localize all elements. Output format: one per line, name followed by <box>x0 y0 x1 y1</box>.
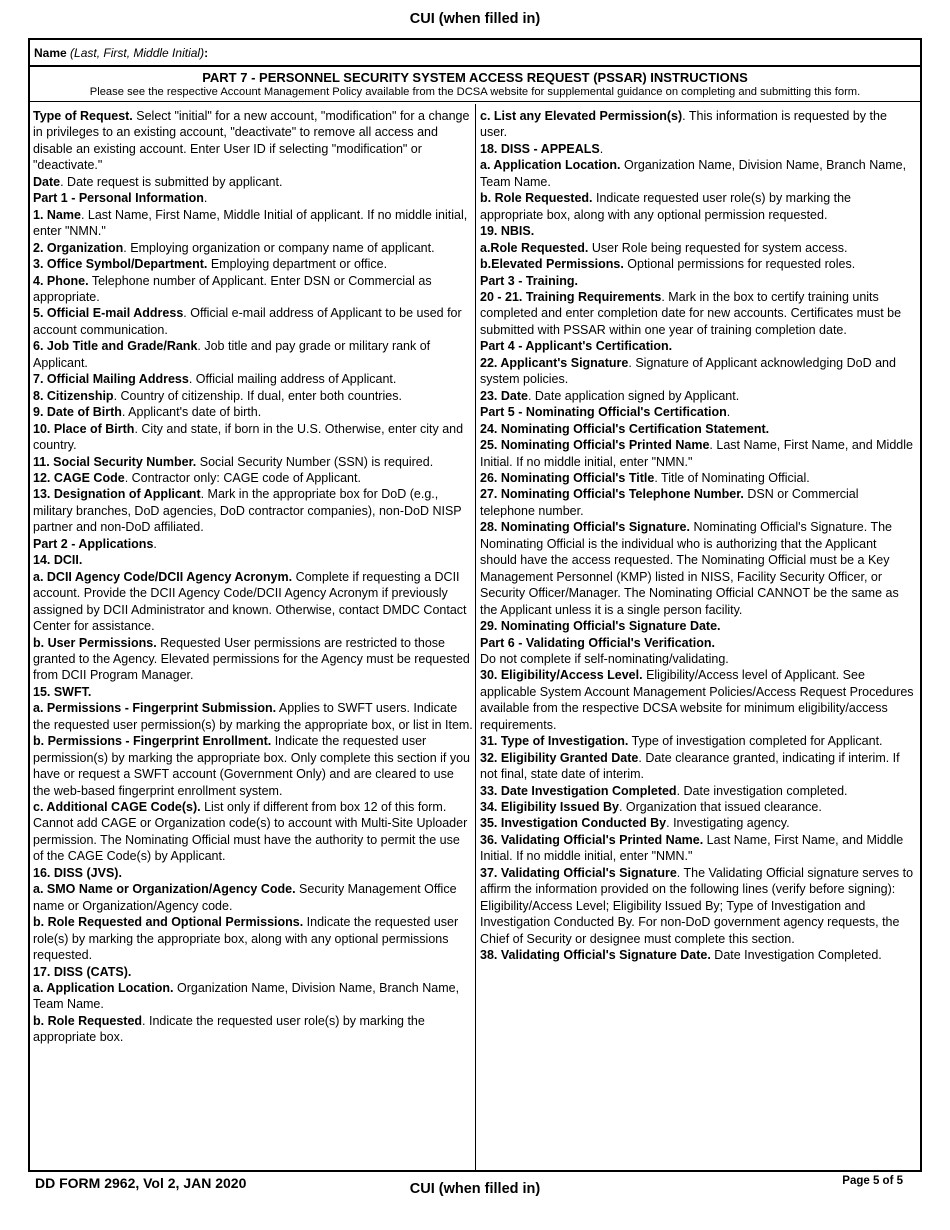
instruction-text: List only if different from box 12 of this form. Cannot add CAGE or Organization code(s) to account with Multi-Site Uploader permission. The Nominating Official must have the authority to permit the use of the CAGE Code(s) by Applicant. <box>33 800 468 864</box>
instruction-text: Organization Name, Division Name, Branch Name, Team Name. <box>33 981 460 1012</box>
instruction-heading: a. Application Location. <box>480 158 621 173</box>
instruction-text: . Employing organization or company name of applicant. <box>123 240 435 255</box>
right-instruction-column <box>476 104 920 1170</box>
left-instruction-column <box>30 104 476 1170</box>
instruction-item <box>480 338 916 354</box>
instruction-item <box>33 240 473 256</box>
instruction-heading: a. DCII Agency Code/DCII Agency Acronym. <box>33 569 293 584</box>
instruction-item <box>480 519 916 618</box>
instruction-heading: c. Additional CAGE Code(s). <box>33 800 201 815</box>
instruction-heading: 34. Eligibility Issued By <box>480 800 619 815</box>
instruction-item <box>33 552 473 568</box>
instruction-heading: 18. DISS - APPEALS <box>480 141 600 156</box>
instruction-heading: 32. Eligibility Granted Date <box>480 750 639 765</box>
instruction-heading: 7. Official Mailing Address <box>33 372 189 387</box>
name-colon: : <box>204 46 209 60</box>
instruction-text: User Role being requested for system access. <box>588 240 848 255</box>
instruction-text: Eligibility/Access level of Applicant. See applicable System Account Management Policies/Access Request Procedures available from the respective DCSA website for minimum eligibility/access requirements. <box>480 668 914 732</box>
instruction-item <box>33 536 473 552</box>
instruction-text: . Date application signed by Applicant. <box>527 388 740 403</box>
instruction-text: Date Investigation Completed. <box>710 948 882 963</box>
instruction-heading: 35. Investigation Conducted By <box>480 816 667 831</box>
instruction-heading: 12. CAGE Code <box>33 470 125 485</box>
instruction-heading: b. User Permissions. <box>33 635 157 650</box>
instruction-heading: c. List any Elevated Permission(s) <box>480 109 683 123</box>
instruction-text: . <box>203 191 208 206</box>
instruction-text: . Indicate the requested user role(s) by marking the appropriate box. <box>33 1013 425 1045</box>
instruction-item <box>480 437 916 470</box>
instruction-item <box>33 733 473 799</box>
instruction-text: Do not complete if self-nominating/validating. <box>480 651 729 666</box>
instruction-text: . Organization that issued clearance. <box>618 800 822 815</box>
instruction-heading: Part 5 - Nominating Official's Certification <box>480 405 727 420</box>
instruction-text: Indicate requested user role(s) by marking the appropriate box, along with any optional permission requested. <box>480 191 851 222</box>
instruction-text: . This information is requested by the user. <box>480 109 887 140</box>
instruction-text: . Official mailing address of Applicant. <box>188 372 397 387</box>
instruction-heading: 16. DISS (JVS). <box>33 865 122 880</box>
instruction-text: . Date request is submitted by applicant. <box>60 174 283 189</box>
instruction-text: Complete if requesting a DCII account. Provide the DCII Agency Code/DCII Agency Acronym if previously assigned by DCII Administrator and known. Otherwise, contact DMDC Contact Center for assistance. <box>33 569 467 634</box>
instruction-item <box>33 1013 473 1046</box>
section-title: PART 7 - PERSONNEL SECURITY SYSTEM ACCESS REQUEST (PSSAR) INSTRUCTIONS <box>202 70 748 85</box>
instruction-text: Nominating Official's Signature. The Nominating Official is the individual who is authorizing that the Applicant should have the access requested. The Nominating Official must be a Key Management Personnel (KMP) listed in NISS, Facility Security Officer, or Security Officer/Manager. The Nominating Official CANNOT be the same as the Applicant unless it is a single person facility. <box>480 520 899 617</box>
instruction-heading: a.Role Requested. <box>480 240 589 255</box>
instruction-item <box>33 273 473 306</box>
instruction-text: . Job title and pay grade or military rank of Applicant. <box>33 339 431 370</box>
instruction-item <box>480 108 916 141</box>
cui-marking-bottom: CUI (when filled in) <box>409 1181 541 1197</box>
instruction-columns <box>30 104 920 1170</box>
instruction-item <box>480 651 916 667</box>
page-number: Page 5 of 5 <box>842 1175 903 1187</box>
instruction-heading: a. Permissions - Fingerprint Submission. <box>33 701 277 716</box>
instruction-item <box>480 865 916 947</box>
instruction-heading: 33. Date Investigation Completed <box>480 783 677 798</box>
instruction-item <box>33 914 473 963</box>
instruction-item <box>480 404 916 420</box>
instruction-item <box>480 157 916 190</box>
instruction-heading: Part 2 - Applications <box>33 536 154 551</box>
instruction-text: . Mark in the appropriate box for DoD (e.g., military branches, DoD agencies, DoD contractor companies), non-DoD NISP partner and non-DoD affiliated. <box>33 487 462 535</box>
instruction-item <box>33 486 473 535</box>
instruction-heading: b. Permissions - Fingerprint Enrollment. <box>33 734 272 749</box>
instruction-item <box>480 190 916 223</box>
instruction-text: Select "initial" for a new account, "modification" for a change in privileges to an existing account, "deactivate" to remove all access and disable an existing account. Enter User ID if selecting "modification" or "deactivate." <box>33 109 470 173</box>
instruction-heading: Part 6 - Validating Official's Verification. <box>480 635 715 650</box>
instruction-item <box>480 141 916 157</box>
instruction-text: . Date clearance granted, indicating if interim. If not final, state date of interim. <box>480 750 900 782</box>
instruction-text: Security Management Office name or Organization/Agency code. <box>33 882 457 913</box>
instruction-text: . Applicant's date of birth. <box>121 405 262 420</box>
instruction-text: Indicate the requested user role(s) by marking the appropriate box, along with any optional permissions requested. <box>33 915 459 963</box>
instruction-item <box>480 355 916 388</box>
instruction-heading: 22. Applicant's Signature <box>480 355 629 370</box>
instruction-item <box>33 865 473 881</box>
name-field-row[interactable] <box>30 40 920 67</box>
instruction-heading: b. Role Requested <box>33 1013 143 1028</box>
instruction-item <box>480 470 916 486</box>
instruction-item <box>480 618 916 634</box>
instruction-item <box>33 305 473 338</box>
instruction-text: . Last Name, First Name, Middle Initial of applicant. If no middle initial, enter "NMN." <box>33 207 468 239</box>
instruction-text: . <box>726 405 731 420</box>
section-subtitle: Please see the respective Account Management Policy available from the DCSA website for supplemental guidance on completing and submitting this form. <box>89 86 861 98</box>
cui-marking-top: CUI (when filled in) <box>409 11 541 27</box>
instruction-heading: 14. DCII. <box>33 553 83 568</box>
instruction-item <box>33 421 473 454</box>
instruction-item <box>480 783 916 799</box>
instruction-item <box>33 470 473 486</box>
instruction-item <box>33 190 473 206</box>
instruction-text: Applies to SWFT users. Indicate the requested user permission(s) by marking the appropriate box, or list in Item. <box>33 701 473 732</box>
instruction-text: . Contractor only: CAGE code of Applicant. <box>124 470 361 485</box>
instruction-text: DSN or Commercial telephone number. <box>480 487 859 518</box>
instruction-heading: 6. Job Title and Grade/Rank <box>33 339 198 354</box>
instruction-text: Employing department or office. <box>207 257 388 272</box>
instruction-heading: 25. Nominating Official's Printed Name <box>480 438 710 453</box>
instruction-heading: 3. Office Symbol/Department. <box>33 257 208 272</box>
instruction-text: . Date investigation completed. <box>676 783 848 798</box>
instruction-heading: 8. Citizenship <box>33 388 114 403</box>
instruction-text: . City and state, if born in the U.S. Otherwise, enter city and country. <box>33 421 464 453</box>
instruction-heading: b. Role Requested and Optional Permissions. <box>33 915 304 930</box>
instruction-item <box>33 964 473 980</box>
instruction-text: Social Security Number (SSN) is required. <box>196 454 434 469</box>
instruction-item <box>33 881 473 914</box>
instruction-text: . Official e-mail address of Applicant to be used for account communication. <box>33 306 462 337</box>
instruction-heading: Part 4 - Applicant's Certification. <box>480 339 673 354</box>
instruction-heading: 31. Type of Investigation. <box>480 734 629 749</box>
instruction-heading: Part 1 - Personal Information <box>33 191 204 206</box>
section-header <box>30 67 920 102</box>
instruction-item <box>480 421 916 437</box>
instruction-item <box>480 388 916 404</box>
instruction-heading: Type of Request. <box>33 109 133 123</box>
instruction-heading: 2. Organization <box>33 240 124 255</box>
instruction-heading: a. Application Location. <box>33 981 174 996</box>
instruction-heading: 9. Date of Birth <box>33 405 122 420</box>
instruction-heading: 36. Validating Official's Printed Name. <box>480 832 704 847</box>
instruction-item <box>480 240 916 256</box>
name-hint: (Last, First, Middle Initial) <box>70 46 205 60</box>
instruction-heading: b. Role Requested. <box>480 191 593 206</box>
instruction-text: . Investigating agency. <box>666 816 790 831</box>
instruction-item <box>33 371 473 387</box>
instruction-item <box>480 635 916 651</box>
instruction-heading: 27. Nominating Official's Telephone Number. <box>480 487 744 502</box>
instruction-item <box>33 454 473 470</box>
instruction-item <box>480 799 916 815</box>
instruction-text: Optional permissions for requested roles. <box>623 257 856 272</box>
instruction-text: . Signature of Applicant acknowledging DoD and system policies. <box>480 355 896 387</box>
instruction-text: Requested User permissions are restricted to those granted to the Agency. Elevated permissions for the Agency must be requested from DCII Program Manager. <box>33 635 470 683</box>
instruction-item <box>33 207 473 240</box>
instruction-item <box>33 635 473 684</box>
instruction-heading: 11. Social Security Number. <box>33 454 197 469</box>
instruction-heading: 38. Validating Official's Signature Date. <box>480 948 711 963</box>
instruction-text: . Title of Nominating Official. <box>654 470 810 485</box>
instruction-heading: a. SMO Name or Organization/Agency Code. <box>33 882 296 897</box>
instruction-item <box>480 289 916 338</box>
instruction-heading: 37. Validating Official's Signature <box>480 865 677 880</box>
instruction-item <box>480 815 916 831</box>
instruction-item <box>480 947 916 963</box>
instruction-heading: 29. Nominating Official's Signature Date. <box>480 619 721 634</box>
instruction-heading: 1. Name <box>33 207 81 222</box>
instruction-heading: 13. Designation of Applicant <box>33 487 201 502</box>
instruction-item <box>480 733 916 749</box>
instruction-heading: 23. Date <box>480 388 528 403</box>
instruction-text: Telephone number of Applicant. Enter DSN or Commercial as appropriate. <box>33 273 432 304</box>
instruction-heading: 4. Phone. <box>33 273 89 288</box>
instruction-text: . Last Name, First Name, and Middle Initial. If no middle initial, enter "NMN." <box>480 438 913 469</box>
instruction-heading: 30. Eligibility/Access Level. <box>480 668 643 683</box>
instruction-heading: Part 3 - Training. <box>480 273 578 288</box>
instruction-heading: 17. DISS (CATS). <box>33 964 132 979</box>
instruction-heading: 28. Nominating Official's Signature. <box>480 520 690 535</box>
instruction-heading: 24. Nominating Official's Certification Statement. <box>480 421 770 436</box>
instruction-item <box>480 750 916 783</box>
instruction-text: Type of investigation completed for Applicant. <box>628 734 883 749</box>
instruction-item <box>33 174 473 190</box>
instruction-heading: 10. Place of Birth <box>33 421 135 436</box>
instruction-text: . Mark in the box to certify training units completed and enter completion date for new accounts. Certificates must be submitted with PSSAR within one year of training completion date. <box>480 289 902 337</box>
instruction-item <box>33 799 473 865</box>
instruction-heading: 20 - 21. Training Requirements <box>480 289 662 304</box>
instruction-item <box>33 388 473 404</box>
form-identifier: DD FORM 2962, Vol 2, JAN 2020 <box>35 1175 247 1191</box>
instruction-item <box>33 256 473 272</box>
instruction-heading: 26. Nominating Official's Title <box>480 470 655 485</box>
instruction-text: . The Validating Official signature serves to affirm the information provided on the following lines (verify before signing): Eligibility/Access Level; Eligibility Issued By; Type of Investigation and Investigation Conducted By. For non-DoD government agency requests, the Chief of Security or designee must complete this section. <box>480 865 914 946</box>
instruction-item <box>33 404 473 420</box>
instruction-text: Last Name, First Name, and Middle Initial. If no middle initial, enter "NMN." <box>480 832 904 864</box>
instruction-text: . <box>153 536 157 551</box>
instruction-text: Indicate the requested user permission(s) by marking the appropriate box. Only complete this section if you have or request a SWFT account (Government Only) and are cleared to use the web-based fingerprint enrollment system. <box>33 734 470 798</box>
instruction-item <box>33 684 473 700</box>
instruction-item <box>33 700 473 733</box>
instruction-item <box>480 832 916 865</box>
instruction-item <box>480 256 916 272</box>
instruction-item <box>480 223 916 239</box>
instruction-text: . <box>599 141 604 156</box>
instruction-item <box>33 108 473 174</box>
instruction-heading: Date <box>33 174 61 189</box>
instruction-item <box>480 273 916 289</box>
instruction-text: . Country of citizenship. If dual, enter both countries. <box>113 388 402 403</box>
instruction-item <box>480 486 916 519</box>
instruction-heading: 15. SWFT. <box>33 684 92 699</box>
instruction-item <box>480 667 916 733</box>
instruction-item <box>33 338 473 371</box>
name-label: Name <box>34 46 67 60</box>
instruction-heading: 19. NBIS. <box>480 224 535 239</box>
instruction-heading: b.Elevated Permissions. <box>480 257 624 272</box>
instruction-item <box>33 980 473 1013</box>
instruction-text: Organization Name, Division Name, Branch Name, Team Name. <box>480 158 907 189</box>
instruction-heading: 5. Official E-mail Address <box>33 306 184 321</box>
instructions-form <box>28 38 922 1172</box>
instruction-item <box>33 569 473 635</box>
